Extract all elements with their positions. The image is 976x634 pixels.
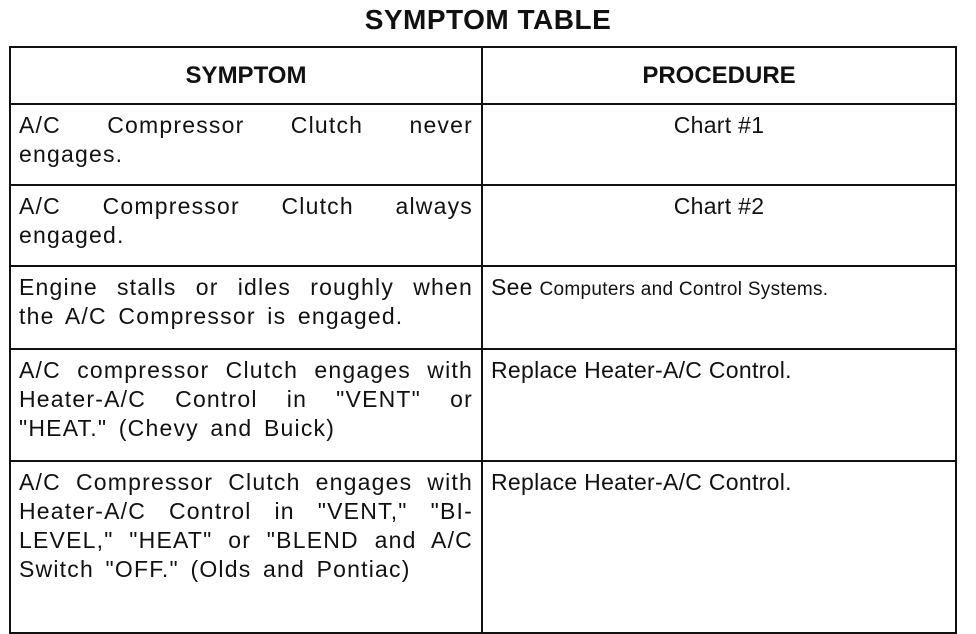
column-header-symptom: SYMPTOM [10,47,482,104]
table-row [10,104,956,185]
procedure-cell: Chart #1 [482,104,956,185]
procedure-prefix: See [491,274,533,300]
table-row [10,461,956,633]
symptom-cell: A/C Compressor Clutch never engages. [10,104,482,185]
table-row [10,266,956,349]
procedure-reference: Computers and Control Systems. [539,279,829,300]
symptom-cell: A/C compressor Clutch engages with Heater-A/C Control in "VENT" or "HEAT." (Chevy and Buick) [10,349,482,461]
table-row [10,185,956,266]
table-header-row [10,47,956,104]
symptom-cell: A/C Compressor Clutch always engaged. [10,185,482,266]
column-header-procedure: PROCEDURE [482,47,956,104]
symptom-cell: A/C Compressor Clutch engages with Heater-A/C Control in "VENT," "BI-LEVEL," "HEAT" or "BLEND and A/C Switch "OFF." (Olds and Pontiac) [10,461,482,633]
procedure-cell [482,266,956,349]
procedure-cell: Replace Heater-A/C Control. [482,461,956,633]
page-title: SYMPTOM TABLE [364,4,612,35]
table-row [10,349,956,461]
procedure-cell: Chart #2 [482,185,956,266]
procedure-cell: Replace Heater-A/C Control. [482,349,956,461]
symptom-table [9,46,957,634]
symptom-cell: Engine stalls or idles roughly when the A/C Compressor is engaged. [10,266,482,349]
